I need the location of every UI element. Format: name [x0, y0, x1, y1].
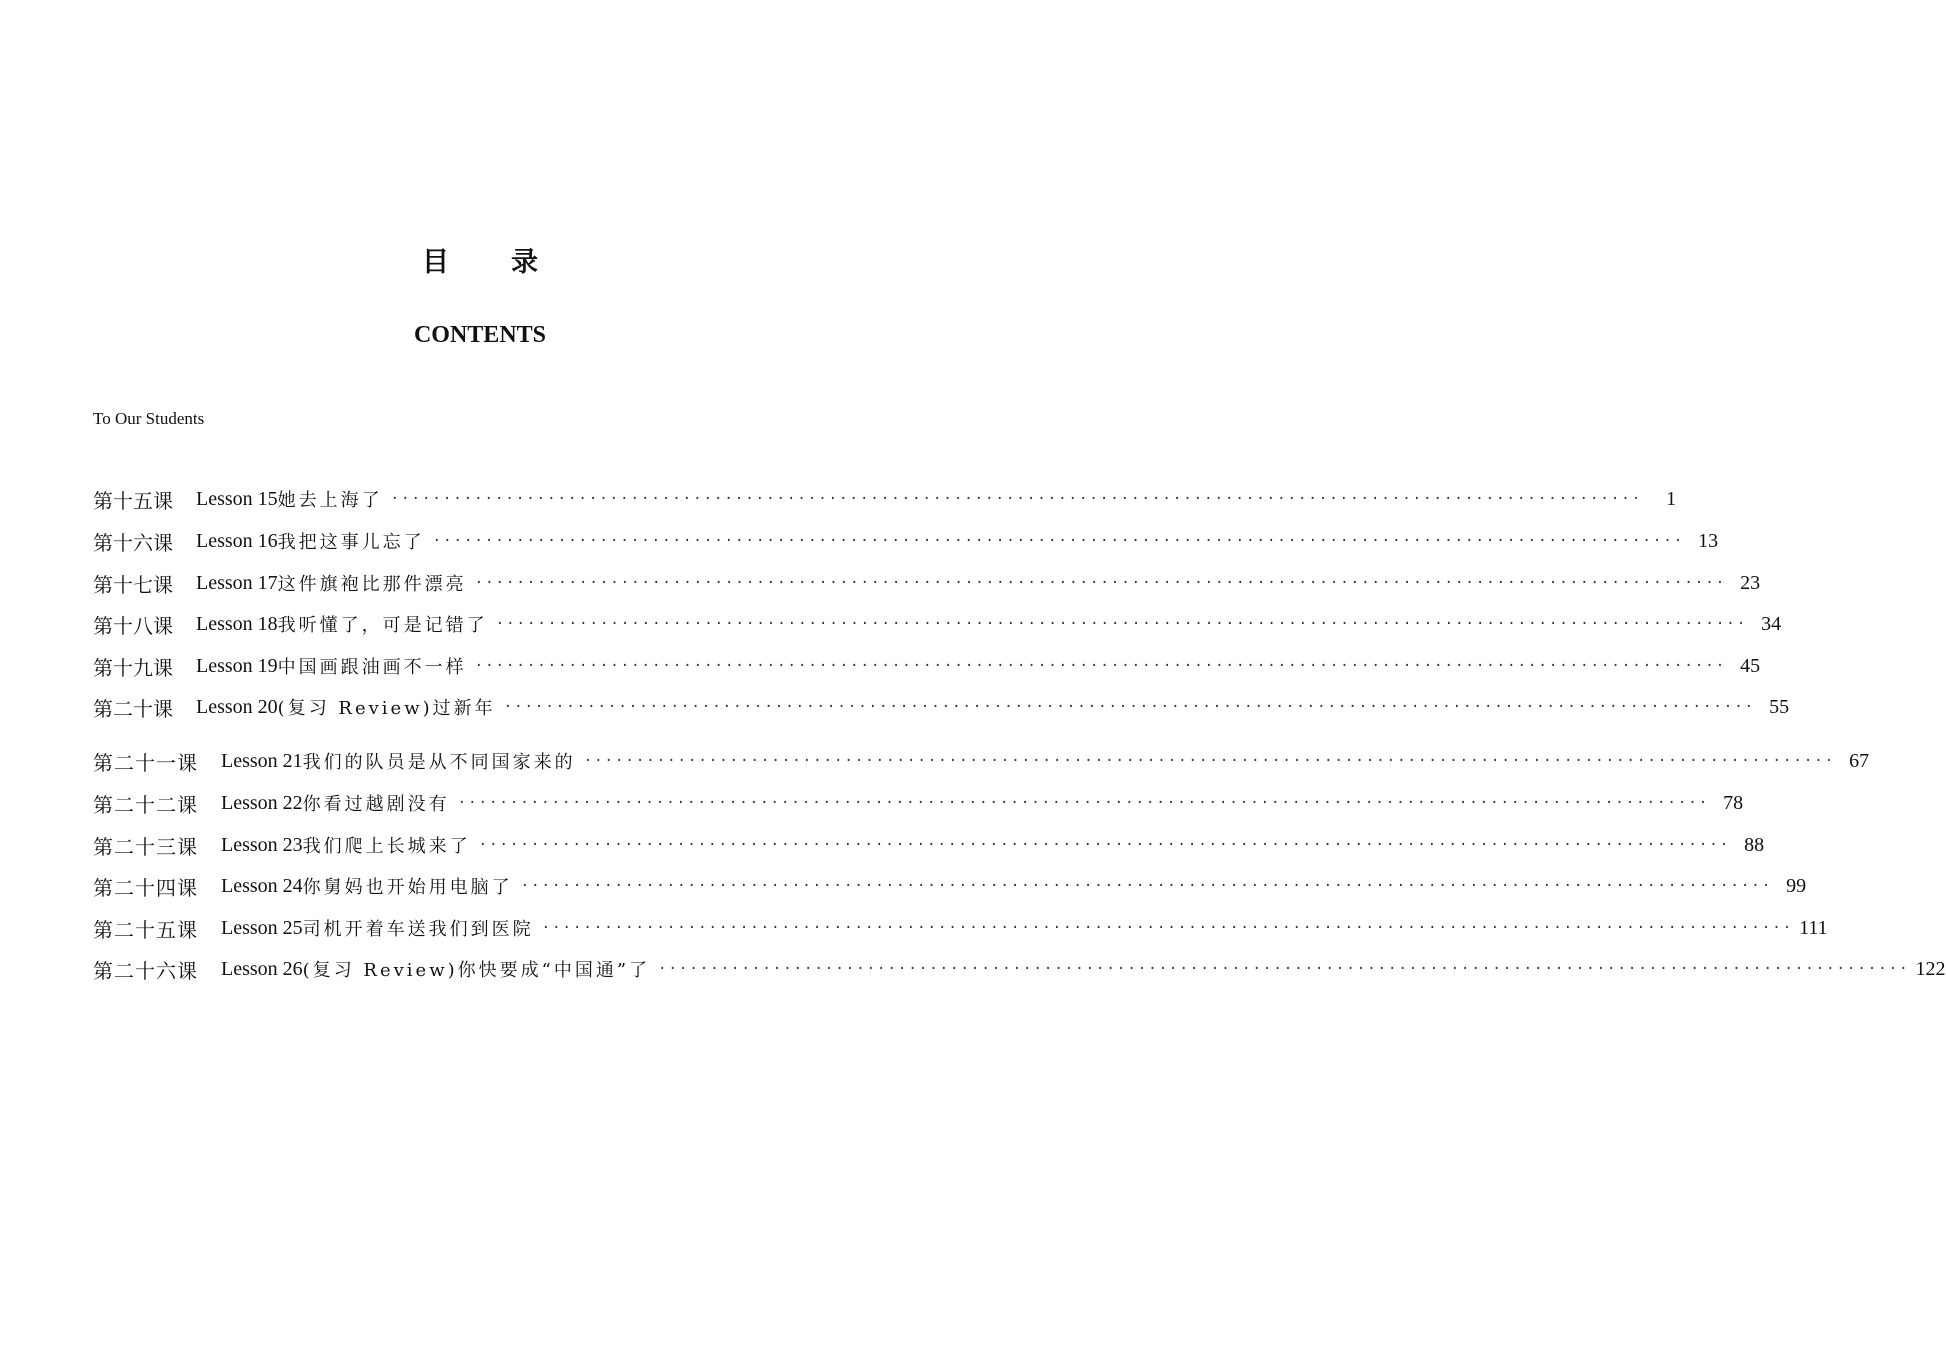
chapter-label	[93, 955, 198, 984]
chapter-char: 二	[114, 958, 135, 983]
chapter-char: 十	[113, 613, 133, 638]
chapter-label	[93, 789, 198, 818]
chapter-label	[93, 485, 173, 514]
page-number: 1	[1666, 487, 1677, 510]
chapter-char: 十	[135, 958, 156, 983]
chapter-char: 十	[133, 696, 153, 721]
chapter-char: 十	[135, 750, 156, 775]
page-number: 78	[1723, 791, 1744, 814]
lesson-title: 你舅妈也开始用电脑了	[302, 877, 513, 898]
toc-entry[interactable]	[93, 649, 1761, 683]
chapter-char: 二	[114, 917, 135, 942]
lesson-title: (复习 Review)过新年	[277, 698, 496, 719]
chapter-char: 四	[156, 875, 177, 900]
chapter-char: 五	[156, 917, 177, 942]
toc-entry[interactable]	[93, 828, 1765, 862]
page-number: 67	[1849, 749, 1870, 772]
chapter-char: 第	[93, 696, 113, 721]
page-number: 99	[1786, 874, 1807, 897]
dot-leader: ························································································································	[658, 961, 1910, 977]
dot-leader: ························································································································	[478, 837, 1731, 853]
chapter-char: 课	[153, 655, 173, 680]
lesson-title: 中国画跟油画不一样	[277, 657, 467, 678]
chapter-label	[93, 831, 198, 860]
chapter-char: 六	[133, 530, 153, 555]
dot-leader: ························································································································	[541, 920, 1794, 936]
chapter-char: 十	[135, 875, 156, 900]
chapter-char: 八	[133, 613, 153, 638]
chapter-char: 十	[113, 655, 133, 680]
chapter-char: 课	[177, 792, 198, 817]
lesson-number: Lesson 20	[196, 695, 278, 718]
chapter-char: 六	[156, 958, 177, 983]
page-number: 34	[1761, 612, 1782, 635]
chapter-char: 二	[156, 792, 177, 817]
chapter-label	[93, 693, 173, 722]
lesson-number: Lesson 24	[221, 874, 303, 897]
chapter-char: 七	[133, 572, 153, 597]
chapter-char: 第	[93, 530, 113, 555]
lesson-number: Lesson 15	[196, 487, 278, 510]
chapter-label	[93, 652, 173, 681]
chapter-char: 十	[135, 917, 156, 942]
toc-entry[interactable]	[93, 566, 1761, 600]
lesson-number: Lesson 19	[196, 654, 278, 677]
lesson-number: Lesson 18	[196, 612, 278, 635]
dot-leader: ························································································································	[495, 616, 1748, 632]
preface-entry[interactable]: To Our Students	[93, 409, 205, 428]
toc-entry[interactable]	[93, 607, 1782, 641]
lesson-title: 我们的队员是从不同国家来的	[302, 752, 576, 773]
chapter-char: 课	[153, 696, 173, 721]
lesson-title: 这件旗袍比那件漂亮	[277, 574, 467, 595]
chapter-char: 第	[93, 750, 114, 775]
page-number: 122	[1915, 957, 1946, 980]
chapter-char: 九	[133, 655, 153, 680]
chapter-char: 课	[153, 530, 173, 555]
dot-leader: ························································································································	[474, 575, 1727, 591]
chapter-char: 课	[177, 875, 198, 900]
toc-entry[interactable]	[93, 524, 1719, 558]
chapter-char: 课	[177, 917, 198, 942]
dot-leader: ························································································································	[474, 658, 1727, 674]
chapter-char: 课	[177, 958, 198, 983]
chapter-char: 课	[153, 613, 173, 638]
chapter-label	[93, 872, 198, 901]
page-number: 55	[1769, 695, 1790, 718]
chapter-char: 第	[93, 875, 114, 900]
contents-title-english: CONTENTS	[413, 322, 547, 348]
chapter-char: 十	[113, 488, 133, 513]
toc-entry[interactable]	[93, 482, 1677, 516]
toc-entry[interactable]	[93, 690, 1790, 724]
chapter-char: 十	[113, 530, 133, 555]
chapter-label	[93, 569, 173, 598]
toc-entry[interactable]	[93, 911, 1828, 945]
chapter-char: 课	[177, 750, 198, 775]
chapter-char: 第	[93, 655, 113, 680]
chapter-label	[93, 747, 198, 776]
chapter-char: 五	[133, 488, 153, 513]
dot-leader: ························································································································	[503, 699, 1756, 715]
dot-leader: ························································································································	[457, 795, 1710, 811]
page-number: 45	[1740, 654, 1761, 677]
lesson-number: Lesson 26	[221, 957, 303, 980]
chapter-char: 二	[114, 834, 135, 859]
page-number: 23	[1740, 571, 1761, 594]
chapter-char: 课	[153, 488, 173, 513]
chapter-char: 三	[156, 834, 177, 859]
chapter-label	[93, 527, 173, 556]
toc-entry[interactable]	[93, 744, 1870, 778]
lesson-number: Lesson 22	[221, 791, 303, 814]
chapter-char: 二	[114, 792, 135, 817]
lesson-title: 我们爬上长城来了	[302, 836, 471, 857]
toc-entry[interactable]	[93, 786, 1744, 820]
lesson-number: Lesson 25	[221, 916, 303, 939]
chapter-char: 二	[113, 696, 133, 721]
chapter-char: 二	[114, 750, 135, 775]
chapter-char: 第	[93, 834, 114, 859]
chapter-char: 二	[114, 875, 135, 900]
dot-leader: ························································································································	[432, 533, 1685, 549]
chapter-char: 十	[113, 572, 133, 597]
dot-leader: ························································································································	[520, 878, 1773, 894]
dot-leader: ························································································································	[390, 491, 1643, 507]
lesson-number: Lesson 16	[196, 529, 278, 552]
chapter-char: 十	[135, 792, 156, 817]
contents-title-chinese: 目录	[422, 247, 600, 278]
lesson-title: 她去上海了	[277, 490, 383, 511]
dot-leader: ························································································································	[583, 753, 1836, 769]
lesson-title: 我听懂了，可是记错了	[277, 615, 488, 636]
page-number: 88	[1744, 833, 1765, 856]
page-number: 111	[1799, 916, 1828, 939]
chapter-char: 第	[93, 958, 114, 983]
chapter-label	[93, 914, 198, 943]
toc-entry[interactable]	[93, 952, 1946, 986]
chapter-char: 一	[156, 750, 177, 775]
page-number: 13	[1698, 529, 1719, 552]
chapter-char: 十	[135, 834, 156, 859]
lesson-title: 你看过越剧没有	[302, 794, 450, 815]
chapter-char: 课	[153, 572, 173, 597]
chapter-char: 第	[93, 917, 114, 942]
chapter-char: 第	[93, 792, 114, 817]
lesson-title: 司机开着车送我们到医院	[302, 919, 534, 940]
chapter-label	[93, 610, 173, 639]
chapter-char: 第	[93, 572, 113, 597]
lesson-number: Lesson 21	[221, 749, 303, 772]
lesson-title: 我把这事儿忘了	[277, 532, 425, 553]
lesson-number: Lesson 17	[196, 571, 278, 594]
chapter-char: 第	[93, 613, 113, 638]
lesson-title: (复习 Review)你快要成“中国通”了	[302, 960, 651, 981]
chapter-char: 课	[177, 834, 198, 859]
toc-entry[interactable]	[93, 869, 1807, 903]
chapter-char: 第	[93, 488, 113, 513]
lesson-number: Lesson 23	[221, 833, 303, 856]
